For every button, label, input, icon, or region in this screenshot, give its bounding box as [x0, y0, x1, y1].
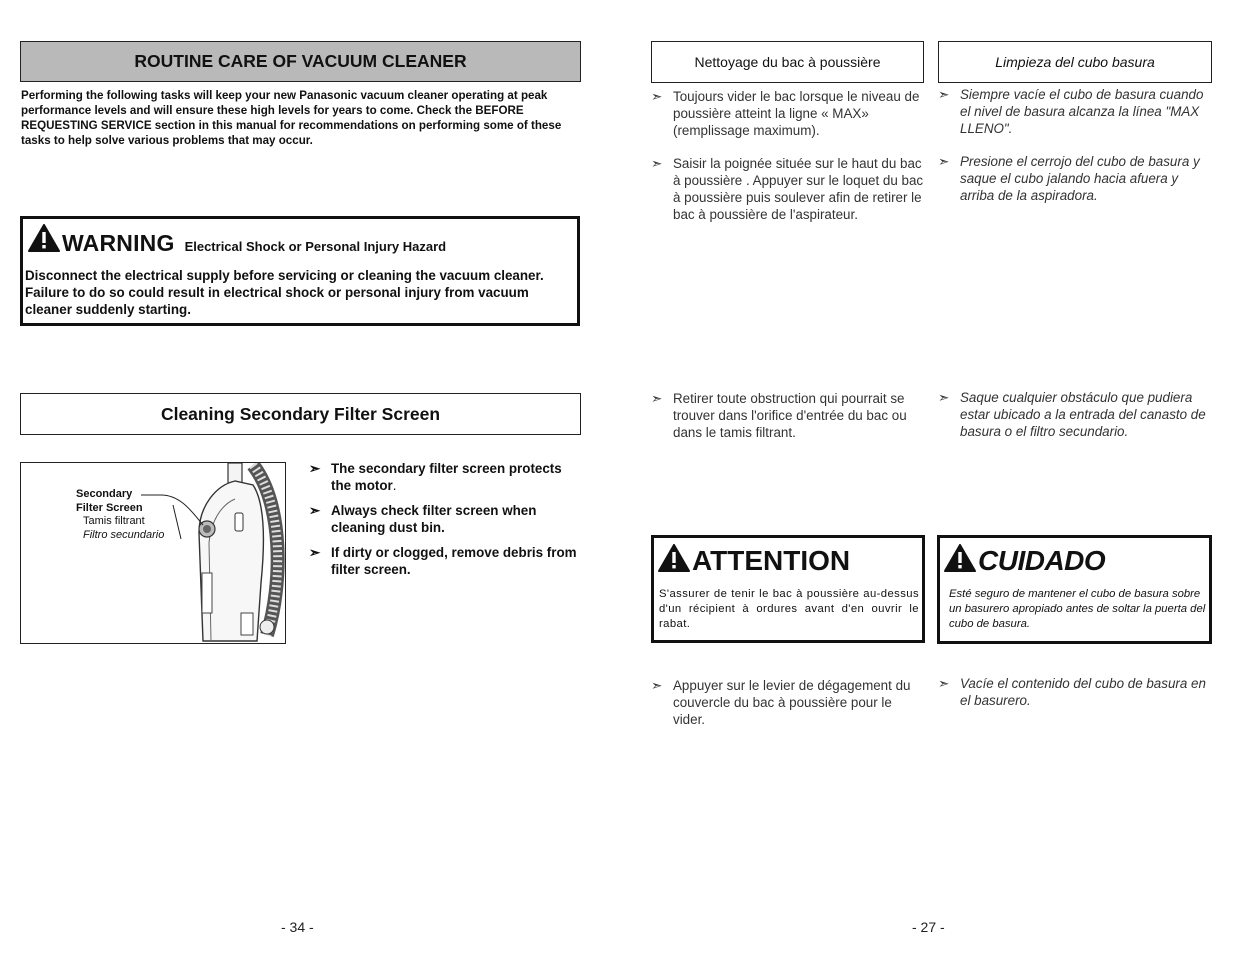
es-bullets-mid: [938, 389, 1212, 456]
warning-triangle-icon: [944, 544, 976, 577]
es-bullets-top: [938, 86, 1212, 220]
bullet-remove-debris: ➣ If dirty or clogged, remove debris from filter screen.: [309, 545, 577, 577]
fr-bullets-top: [651, 88, 924, 239]
illustration-label-line2: Filter Screen: [76, 502, 143, 514]
warning-subtitle: Electrical Shock or Personal Injury Hazard: [184, 239, 447, 254]
bullet-filter-protects-motor: ➣ The secondary filter screen protects the motor.: [309, 461, 562, 493]
attention-word: ATTENTION: [692, 544, 851, 576]
filter-bullet-list: [309, 460, 581, 586]
fr-bullets-mid: [651, 390, 924, 457]
warning-body: Disconnect the electrical supply before servicing or cleaning the vacuum cleaner. Failure to do so could result in electrical shock or personal injury from vacuum cleaner suddenly starting.: [25, 268, 544, 317]
illustration-label-es: Filtro secundario: [83, 529, 165, 541]
arrowhead-bullet-icon: ➣: [651, 89, 663, 104]
illustration-label-fr: Tamis filtrant: [83, 515, 145, 527]
es-bullet-remove-obstruction: ➣ Saque cualquier obstáculo que pudiera estar ubicado a la entrada del canasto de basura o el filtro secundario.: [938, 390, 1206, 439]
cuidado-body: Esté seguro de mantener el cubo de basura sobre un basurero apropiado antes de soltar la puerta del cubo de basura.: [949, 588, 1206, 630]
warning-triangle-icon: [658, 544, 690, 577]
arrowhead-bullet-icon: ➣: [309, 461, 321, 476]
es-title-box: [938, 41, 1212, 83]
cuidado-word: CUIDADO: [978, 544, 1106, 576]
es-bullet-empty-max: ➣ Siempre vacíe el cubo de basura cuando el nivel de basura alcanza la línea "MAX LLENO".: [938, 87, 1204, 136]
fr-bullet-remove-obstruction: ➣ Retirer toute obstruction qui pourrait se trouver dans l'orifice d'entrée du bac ou dans le tamis filtrant.: [651, 391, 907, 440]
warning-triangle-icon: [28, 224, 60, 257]
es-title: Limpieza del cubo basura: [995, 54, 1155, 70]
secondary-filter-illustration: [20, 462, 286, 644]
arrowhead-bullet-icon: ➣: [938, 87, 950, 102]
es-bullet-remove-bin: ➣ Presione el cerrojo del cubo de basura y saque el cubo jalando hacia afuera y arriba de la aspiradora.: [938, 154, 1200, 203]
fr-title-box: [651, 41, 924, 83]
fr-bullet-remove-bin: ➣ Saisir la poignée située sur le haut du bac à poussière . Appuyer sur le loquet du bac à poussière puis soulever afin de retirer le bac à poussière de l'aspirateur.: [651, 156, 924, 222]
attention-box: [651, 535, 925, 643]
routine-care-title: ROUTINE CARE OF VACUUM CLEANER: [134, 51, 467, 71]
attention-body: S'assurer de tenir le bac à poussière au-dessus d'un récipient à ordures avant d'en ouvrir le rabat.: [659, 588, 919, 630]
arrowhead-bullet-icon: ➣: [651, 391, 663, 406]
arrowhead-bullet-icon: ➣: [938, 154, 950, 169]
arrowhead-bullet-icon: ➣: [309, 503, 321, 518]
arrowhead-bullet-icon: ➣: [651, 156, 663, 171]
routine-care-title-bar: [20, 41, 581, 82]
arrowhead-bullet-icon: ➣: [938, 390, 950, 405]
bullet-check-filter: ➣ Always check filter screen when cleaning dust bin.: [309, 503, 537, 535]
es-bullet-empty-contents: ➣ Vacíe el contenido del cubo de basura en el basurero.: [938, 676, 1206, 708]
warning-word: WARNING: [62, 230, 175, 256]
intro-paragraph: Performing the following tasks will keep your new Panasonic vacuum cleaner operating at peak performance levels and will ensure these high levels for years to come. Check the BEFORE REQUESTING SERVICE section in this manual for recommendations on performing some of these tasks to help solve various problems that may occur.: [21, 89, 562, 147]
page-number-left: - 34 -: [281, 919, 314, 935]
warning-box: [20, 216, 580, 326]
fr-title: Nettoyage du bac à poussière: [694, 54, 881, 70]
arrowhead-bullet-icon: ➣: [651, 678, 663, 693]
arrowhead-bullet-icon: ➣: [938, 676, 950, 691]
vacuum-illustration-icon: [21, 463, 285, 643]
fr-bullets-bottom: [651, 677, 926, 744]
fr-bullet-empty-max: ➣ Toujours vider le bac lorsque le niveau de poussière atteint la ligne « MAX» (remplissage maximum).: [651, 89, 920, 138]
illustration-label-line1: Secondary: [76, 488, 133, 500]
filter-title: Cleaning Secondary Filter Screen: [160, 403, 441, 424]
arrowhead-bullet-icon: ➣: [309, 545, 321, 560]
cuidado-box: [937, 535, 1212, 644]
filter-title-box: [20, 393, 581, 435]
page-number-right: - 27 -: [912, 919, 945, 935]
fr-bullet-release-lever: ➣ Appuyer sur le levier de dégagement du couvercle du bac à poussière pour le vider.: [651, 678, 911, 727]
es-bullets-bottom: [938, 675, 1212, 725]
